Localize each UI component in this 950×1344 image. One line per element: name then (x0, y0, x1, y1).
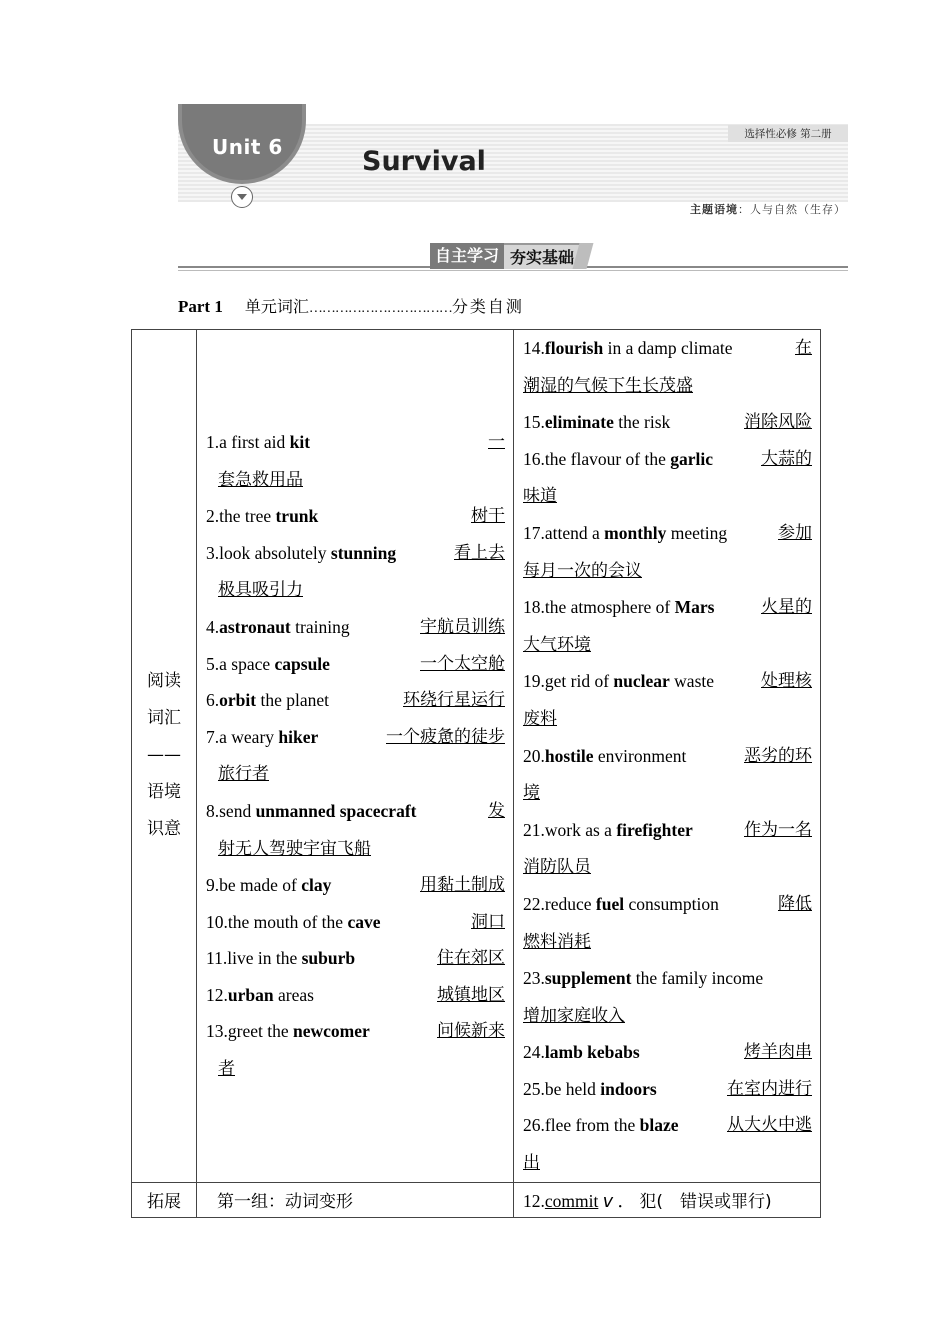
part-heading (178, 294, 524, 317)
list-item (206, 867, 505, 904)
theme-label: 主题语境 (690, 203, 738, 216)
unit-label: Unit 6 (212, 135, 283, 159)
item-keyword: nuclear (613, 671, 670, 692)
item-text: 25.be held (523, 1078, 601, 1099)
category-line: 阅读 (147, 671, 181, 692)
item-text: 13.greet the (206, 1021, 293, 1042)
item-keyword: garlic (670, 448, 714, 469)
item-answer: 一个太空舱 (420, 653, 505, 674)
item-text: 1.a first aid (206, 431, 290, 452)
item-text-post: the risk (613, 412, 671, 433)
list-item (523, 886, 812, 960)
left-items-cell (197, 330, 514, 1183)
item-keyword: supplement (544, 968, 632, 989)
item-answer: 烤羊肉串 (744, 1042, 812, 1063)
chevron-down-icon (231, 186, 253, 208)
group-heading: 第一组：动词变形 (197, 1182, 514, 1217)
list-item (523, 1071, 812, 1108)
category-line: —— (147, 745, 181, 766)
list-item (523, 404, 812, 441)
item-answer: 参加 (778, 522, 812, 543)
extension-meaning: 犯( 错误或罪行) (639, 1191, 772, 1212)
item-answer: 发 (488, 800, 505, 821)
item-keyword: clay (301, 875, 332, 896)
item-text: 12. (206, 984, 228, 1005)
item-text-post: waste (669, 671, 715, 692)
part-title: 单元词汇 (244, 297, 309, 316)
item-text: 23. (523, 968, 545, 989)
item-answer: 恶劣的环 (744, 745, 812, 766)
list-item (523, 515, 812, 589)
item-keyword: kit (289, 431, 311, 452)
item-text-post: consumption (624, 893, 719, 914)
item-text-post: the family income (631, 968, 764, 989)
item-answer: 处理核 (761, 671, 812, 692)
item-keyword: blaze (639, 1115, 679, 1136)
item-answer: 从大火中逃 (727, 1115, 812, 1136)
item-answer: 一 (488, 431, 505, 452)
item-text: 5.a space (206, 653, 275, 674)
list-item (523, 812, 812, 886)
section-divider-thin (178, 270, 848, 271)
extension-word: commit (544, 1190, 599, 1211)
item-keyword: flourish (544, 338, 604, 358)
list-item (523, 738, 812, 812)
category-line: 语境 (147, 782, 181, 803)
item-text: 4. (206, 616, 220, 637)
item-answer-cont: 旅行者 (218, 764, 269, 785)
item-answer: 火星的 (761, 597, 812, 618)
item-text: 3.look absolutely (206, 542, 331, 563)
item-text-post: environment (593, 745, 687, 766)
item-answer: 降低 (778, 893, 812, 914)
item-text: 24. (523, 1042, 545, 1063)
item-answer-cont: 潮湿的气候下生长茂盛 (523, 375, 693, 396)
item-answer-cont: 增加家庭收入 (523, 1005, 625, 1026)
list-item (206, 424, 505, 498)
item-keyword: urban (227, 984, 274, 1005)
part-number: Part 1 (178, 297, 223, 316)
list-item (523, 330, 812, 404)
list-item (206, 682, 505, 719)
item-text: 26.flee from the (523, 1115, 640, 1136)
right-items-cell (514, 330, 821, 1183)
item-keyword: cave (347, 911, 381, 932)
item-answer: 宇航员训练 (420, 616, 505, 637)
item-text: 18.the atmosphere of (523, 597, 675, 618)
item-keyword: indoors (600, 1078, 657, 1099)
item-text-post: areas (273, 984, 314, 1005)
item-keyword: fuel (595, 893, 625, 914)
item-text: 9.be made of (206, 875, 302, 896)
item-keyword: Mars (674, 597, 715, 618)
item-answer: 一个疲惫的徒步 (386, 726, 505, 747)
item-keyword: trunk (275, 506, 319, 527)
item-text: 8.send (206, 800, 256, 821)
item-keyword: firefighter (616, 819, 693, 840)
item-answer: 作为一名 (744, 819, 812, 840)
list-item (523, 1107, 812, 1181)
item-text: 2.the tree (206, 506, 276, 527)
item-answer-cont: 出 (523, 1153, 540, 1174)
list-item (206, 940, 505, 977)
item-answer: 在 (795, 338, 812, 358)
category-cell (132, 330, 197, 1183)
extension-dot: ． (617, 1190, 635, 1211)
item-text: 6. (206, 690, 220, 711)
item-text-post: training (290, 616, 350, 637)
list-item (206, 977, 505, 1014)
list-item (523, 1034, 812, 1071)
item-keyword: orbit (219, 690, 257, 711)
book-tag: 选择性必修 第二册 (728, 125, 848, 142)
category-line: 词汇 (147, 708, 181, 729)
item-keyword: hiker (278, 726, 319, 747)
list-item (206, 535, 505, 609)
item-answer: 环绕行星运行 (403, 690, 505, 711)
item-text-post: in a damp climate (603, 338, 733, 358)
item-text-post: meeting (666, 522, 728, 543)
item-answer-cont: 射无人驾驶宇宙飞船 (218, 838, 371, 859)
left-item-list (197, 424, 513, 1088)
extension-item (514, 1182, 821, 1217)
section-part-b: 夯实基础 (504, 243, 580, 269)
item-answer: 城镇地区 (437, 984, 505, 1005)
list-item (206, 1013, 505, 1087)
section-heading (430, 243, 590, 269)
item-keyword: eliminate (544, 412, 614, 433)
right-item-list (514, 330, 820, 1182)
extension-pos: v (602, 1191, 614, 1212)
item-text: 10.the mouth of the (206, 911, 348, 932)
item-text: 7.a weary (206, 726, 279, 747)
item-answer-cont: 废料 (523, 708, 557, 729)
item-keyword: unmanned spacecraft (255, 800, 417, 821)
item-answer: 消除风险 (744, 412, 812, 433)
item-answer: 看上去 (454, 542, 505, 563)
section-part-a: 自主学习 (430, 243, 504, 269)
item-answer: 树干 (471, 506, 505, 527)
item-answer-cont: 大气环境 (523, 634, 591, 655)
table-row (132, 330, 821, 1183)
item-text: 17.attend a (523, 522, 605, 543)
item-answer-cont: 每月一次的会议 (523, 560, 642, 581)
part-subtitle: 分类自测 (451, 297, 524, 316)
item-text: 14. (523, 338, 545, 358)
unit-title: Survival (362, 146, 486, 177)
list-item (523, 960, 812, 1034)
item-text: 22.reduce (523, 893, 596, 914)
item-answer-cont: 极具吸引力 (218, 580, 303, 601)
table-row (132, 1182, 821, 1217)
theme-context (690, 201, 846, 217)
item-answer: 用黏土制成 (420, 875, 505, 896)
item-answer: 问候新来 (437, 1021, 505, 1042)
item-keyword: stunning (330, 542, 397, 563)
item-keyword: capsule (274, 653, 330, 674)
extension-num: 12. (523, 1190, 545, 1211)
vocab-table (131, 329, 821, 1218)
item-answer: 在室内进行 (727, 1078, 812, 1099)
list-item (206, 609, 505, 646)
item-text: 15. (523, 412, 545, 433)
list-item (523, 441, 812, 515)
part-dots: …………………………… (308, 301, 452, 316)
item-keyword: monthly (604, 522, 667, 543)
category-line: 识意 (147, 819, 181, 840)
item-text-post: the planet (256, 690, 329, 711)
item-text: 11.live in the (206, 948, 302, 969)
item-answer: 住在郊区 (437, 948, 505, 969)
item-keyword: hostile (544, 745, 594, 766)
item-answer-cont: 燃料消耗 (523, 931, 591, 952)
item-keyword: lamb kebabs (544, 1042, 640, 1063)
item-keyword: astronaut (219, 616, 291, 637)
list-item (523, 589, 812, 663)
item-text: 20. (523, 745, 545, 766)
list-item (206, 719, 505, 793)
list-item (206, 904, 505, 941)
item-answer: 洞口 (471, 911, 505, 932)
item-answer-cont: 境 (523, 783, 540, 804)
item-keyword: suburb (301, 948, 356, 969)
item-text: 21.work as a (523, 819, 617, 840)
list-item (206, 646, 505, 683)
item-answer-cont: 消防队员 (523, 857, 591, 878)
item-answer-cont: 味道 (523, 486, 557, 507)
list-item (523, 663, 812, 737)
item-text: 16.the flavour of the (523, 448, 671, 469)
theme-value: ：人与自然（生存） (738, 203, 846, 216)
item-answer-cont: 套急救用品 (218, 469, 303, 490)
item-answer: 大蒜的 (761, 448, 812, 469)
item-keyword: newcomer (292, 1021, 370, 1042)
item-text: 19.get rid of (523, 671, 614, 692)
list-item (206, 793, 505, 867)
item-answer-cont: 者 (218, 1059, 235, 1080)
category-cell-2: 拓展 (132, 1182, 197, 1217)
list-item (206, 498, 505, 535)
